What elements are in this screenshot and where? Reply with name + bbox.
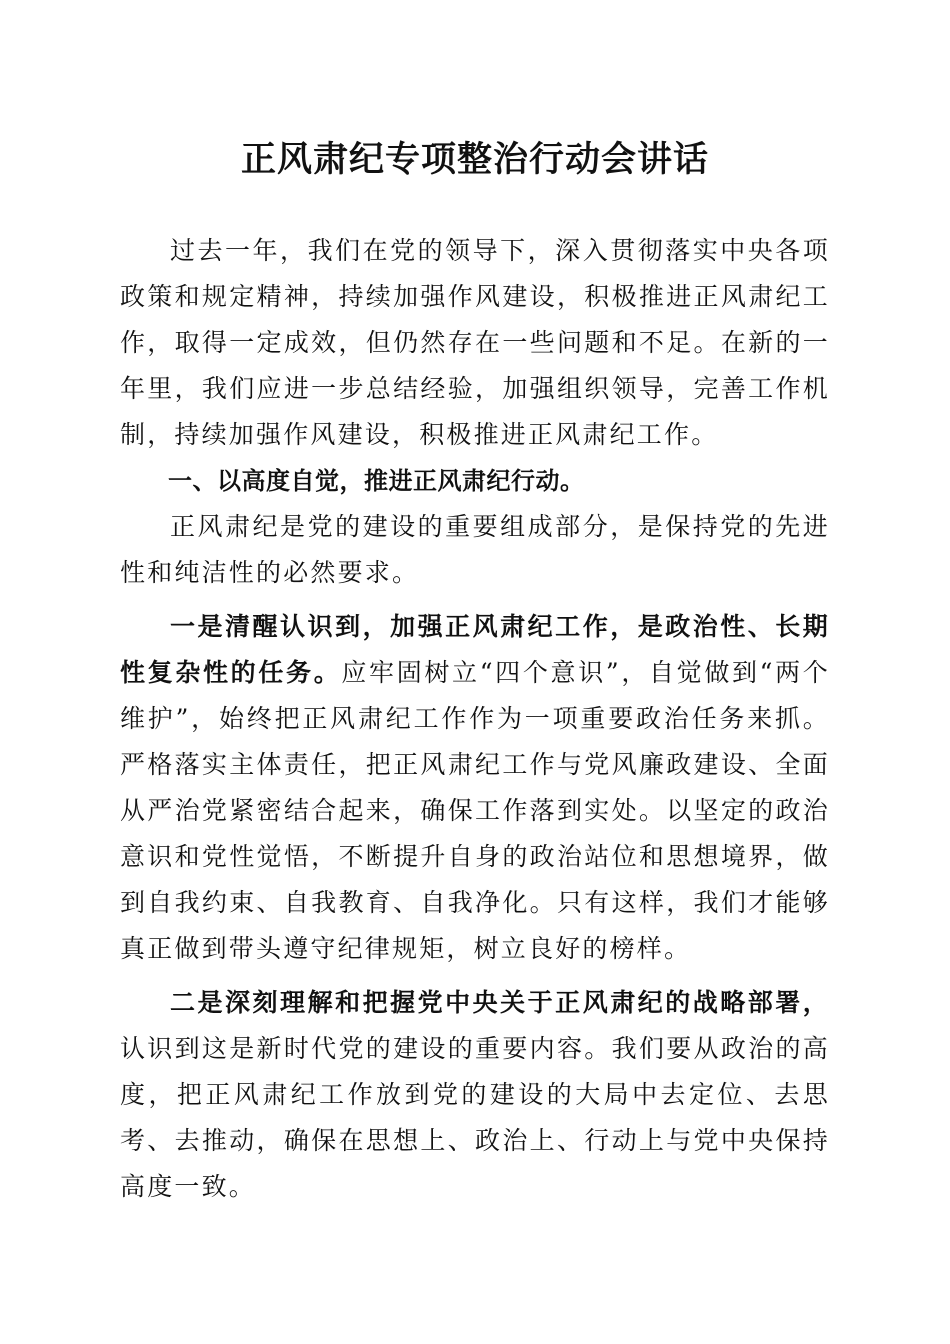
section-1-paragraph: 正风肃纪是党的建设的重要组成部分，是保持党的先进性和纯洁性的必然要求。 — [120, 512, 830, 587]
point-1-lead: 一是清醒认识到，加强正风肃纪工作，是政治性、长期性复杂性的任务。 — [120, 612, 830, 687]
section-heading-1: 一、以高度自觉，推进正风肃纪行动。 — [168, 467, 585, 495]
point-2-paragraph — [120, 980, 830, 1210]
document-body — [120, 228, 830, 1210]
point-1-text: 应牢固树立“四个意识”，自觉做到“两个维护”，始终把正风肃纪工作作为一项重要政治任务来抓。严格落实主体责任，把正风肃纪工作与党风廉政建设、全面从严治党紧密结合起来，确保工作落到实处。以坚定的政治意识和党性觉悟，不断提升自身的政治站位和思想境界，做到自我约束、自我教育、自我净化。只有这样，我们才能够真正做到带头遵守纪律规矩，树立良好的榜样。 — [120, 658, 830, 963]
page-title: 正风肃纪专项整治行动会讲话 — [240, 139, 709, 180]
intro-paragraph: 过去一年，我们在党的领导下，深入贯彻落实中央各项政策和规定精神，持续加强作风建设，积极推进正风肃纪工作，取得一定成效，但仍然存在一些问题和不足。在新的一年里，我们应进一步总结经验，加强组织领导，完善工作机制，持续加强作风建设，积极推进正风肃纪工作。 — [120, 236, 830, 449]
point-2-text: 认识到这是新时代党的建设的重要内容。我们要从政治的高度，把正风肃纪工作放到党的建设的大局中去定位、去思考、去推动，确保在思想上、政治上、行动上与党中央保持高度一致。 — [120, 1034, 830, 1201]
point-1-paragraph — [120, 604, 830, 972]
point-2-lead: 二是深刻理解和把握党中央关于正风肃纪的战略部署， — [170, 988, 830, 1017]
